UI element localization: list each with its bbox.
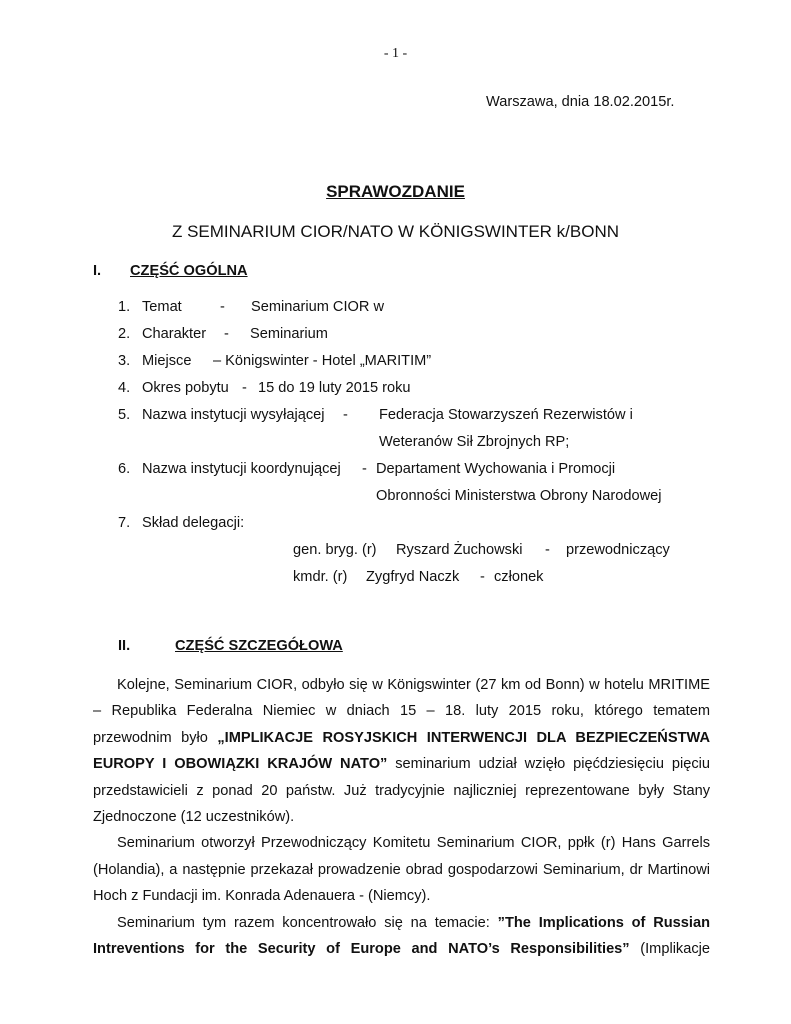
- list-item-label: Miejsce: [142, 353, 192, 369]
- list-item-number: 4.: [118, 380, 131, 396]
- list-item-label: Okres pobytu: [142, 380, 229, 396]
- paragraph-bold-text: „IMPLIKACJE ROSYJSKICH INTERWENCJI DLA BEZPIECZEŃSTWA EUROPY I OBOWIĄZKI KRAJÓW NATO”: [93, 729, 710, 773]
- paragraph-text: Seminarium tym razem koncentrowało się na temacie:: [117, 914, 498, 931]
- list-item-number: 6.: [118, 461, 131, 477]
- member-rank: kmdr. (r): [293, 569, 348, 585]
- paragraph-bold-text: ”The Implications of Russian Intreventions for the Security of Europe and NATO’s Responsibilities”: [93, 914, 710, 958]
- date-line: Warszawa, dnia 18.02.2015r.: [486, 94, 675, 110]
- list-item-value: Departament Wychowania i Promocji: [376, 461, 616, 477]
- section2-numeral: II.: [118, 638, 131, 654]
- list-item-separator: -: [224, 326, 229, 342]
- section1-numeral: I.: [93, 263, 102, 279]
- list-item-separator: -: [242, 380, 247, 396]
- list-item-value-continued: Obronności Ministerstwa Obrony Narodowej: [376, 488, 662, 504]
- list-item-value: Federacja Stowarzyszeń Rezerwistów i: [379, 407, 633, 423]
- list-item-separator: -: [220, 299, 225, 315]
- list-item-number: 7.: [118, 515, 131, 531]
- member-rank: gen. bryg. (r): [293, 542, 377, 558]
- list-item-label: Nazwa instytucji koordynującej: [142, 461, 341, 477]
- list-item-number: 1.: [118, 299, 131, 315]
- member-name: Zygfryd Naczk: [366, 569, 460, 585]
- list-item-label: Nazwa instytucji wysyłającej: [142, 407, 325, 423]
- list-item-separator: -: [362, 461, 367, 477]
- list-item-number: 2.: [118, 326, 131, 342]
- paragraph: [93, 672, 710, 830]
- member-separator: -: [480, 569, 485, 585]
- list-item-label: Charakter: [142, 326, 207, 342]
- list-item-value: Seminarium CIOR w: [251, 299, 384, 315]
- list-item-separator: -: [343, 407, 348, 423]
- paragraph-text: (Implikacje: [629, 941, 711, 958]
- member-role: przewodniczący: [566, 542, 670, 558]
- member-separator: -: [545, 542, 550, 558]
- list-item-value: 15 do 19 luty 2015 roku: [258, 380, 411, 396]
- paragraph-text: Kolejne, Seminarium CIOR, odbyło się w Königswinter (27 km od Bonn) w hotelu MRITIME – Republika Federalna Niemiec w dniach 15 – 18. luty 2015 roku, którego tematem przewodnim było: [93, 677, 710, 746]
- member-role: członek: [494, 569, 544, 585]
- paragraph: [93, 910, 710, 963]
- member-name: Ryszard Żuchowski: [396, 542, 523, 558]
- document-title: SPRAWOZDANIE: [326, 182, 465, 201]
- document-subtitle: Z SEMINARIUM CIOR/NATO W KÖNIGSWINTER k/BONN: [171, 222, 620, 241]
- list-item-number: 5.: [118, 407, 131, 423]
- section2-heading: CZĘŚĆ SZCZEGÓŁOWA: [175, 638, 343, 654]
- section1-heading: CZĘŚĆ OGÓLNA: [130, 263, 248, 279]
- list-item-value: – Königswinter - Hotel „MARITIM”: [213, 353, 432, 369]
- page-number: - 1 -: [383, 46, 408, 61]
- list-item-number: 3.: [118, 353, 131, 369]
- section2-body: [93, 672, 710, 962]
- list-item-label: Skład delegacji:: [142, 515, 245, 531]
- list-item-value: Seminarium: [250, 326, 328, 342]
- list-item-label: Temat: [142, 299, 182, 315]
- list-item-value-continued: Weteranów Sił Zbrojnych RP;: [379, 434, 570, 450]
- paragraph: Seminarium otworzył Przewodniczący Komitetu Seminarium CIOR, ppłk (r) Hans Garrels (Holandia), a następnie przekazał prowadzenie obrad gospodarzowi Seminarium, dr Martinowi Hoch z Fundacji im. Konrada Adenauera - (Niemcy).: [93, 835, 710, 905]
- paragraph-text: seminarium udział wzięło pięćdziesięciu pięciu przedstawicieli z ponad 20 państw. Już tradycyjnie najliczniej reprezentowane były Stany Zjednoczone (12 uczestników).: [93, 756, 710, 826]
